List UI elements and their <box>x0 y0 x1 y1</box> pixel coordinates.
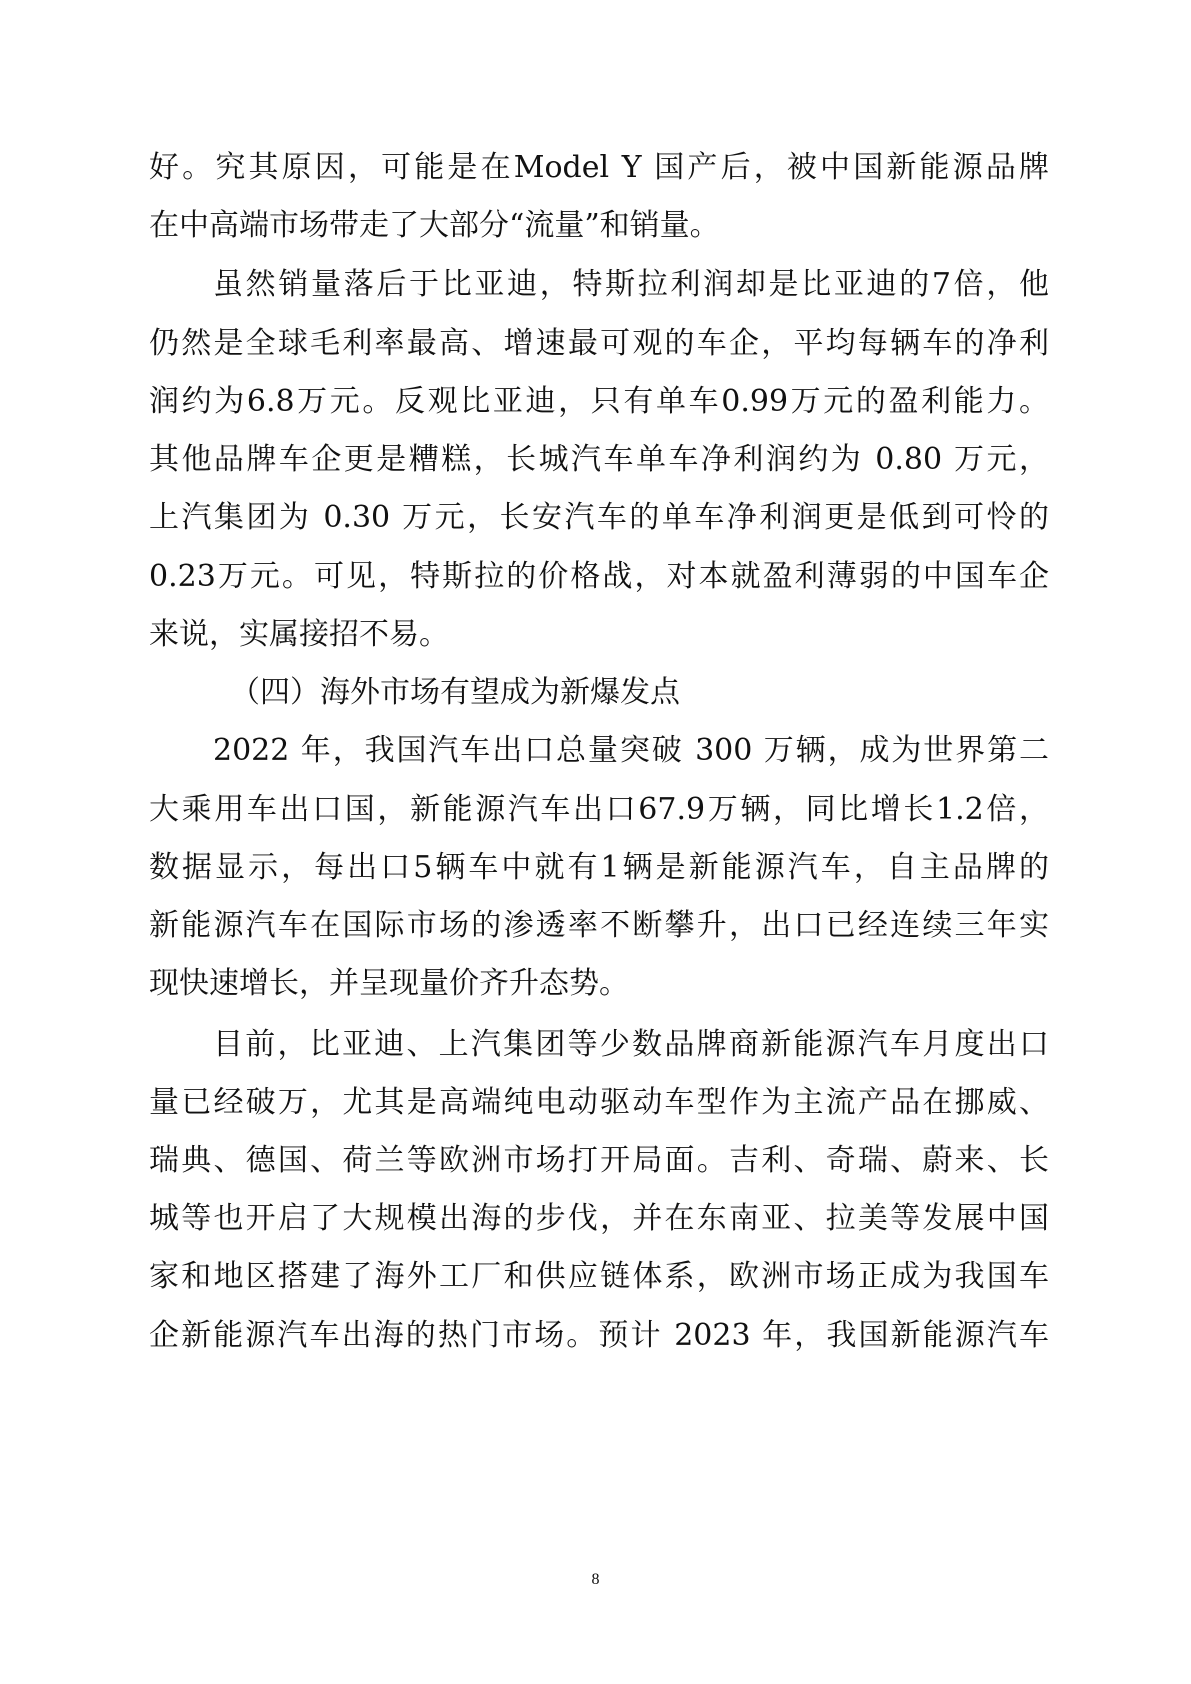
body-text-line: 数据显示，每出口5辆车中就有1辆是新能源汽车，自主品牌的 <box>149 850 1049 885</box>
body-text-line: 家和地区搭建了海外工厂和供应链体系，欧洲市场正成为我国车 <box>149 1259 1049 1294</box>
body-text-line: 0.23万元。可见，特斯拉的价格战，对本就盈利薄弱的中国车企 <box>149 559 1049 594</box>
body-text-line: 城等也开启了大规模出海的步伐，并在东南亚、拉美等发展中国 <box>149 1201 1049 1236</box>
body-text-line: 好。究其原因，可能是在Model Y 国产后，被中国新能源品牌 <box>149 150 1049 185</box>
body-text-line: 仍然是全球毛利率最高、增速最可观的车企，平均每辆车的净利 <box>149 326 1049 361</box>
section-heading: （四）海外市场有望成为新爆发点 <box>230 675 680 710</box>
body-text-line: 虽然销量落后于比亚迪，特斯拉利润却是比亚迪的7倍，他 <box>213 267 1049 302</box>
body-text-line: 企新能源汽车出海的热门市场。预计 2023 年，我国新能源汽车 <box>149 1318 1049 1353</box>
body-text-line: 量已经破万，尤其是高端纯电动驱动车型作为主流产品在挪威、 <box>149 1085 1049 1120</box>
page-number: 8 <box>591 1571 600 1588</box>
body-text-line: 在中高端市场带走了大部分“流量”和销量。 <box>149 208 720 243</box>
body-text-line: 其他品牌车企更是糟糕，长城汽车单车净利润约为 0.80 万元， <box>149 442 1049 477</box>
body-text-line: 2022 年，我国汽车出口总量突破 300 万辆，成为世界第二 <box>213 733 1049 768</box>
body-text-line: 大乘用车出口国，新能源汽车出口67.9万辆，同比增长1.2倍， <box>149 792 1049 827</box>
body-text-line: 来说，实属接招不易。 <box>149 617 449 652</box>
body-text-line: 新能源汽车在国际市场的渗透率不断攀升，出口已经连续三年实 <box>149 908 1049 943</box>
body-text-line: 瑞典、德国、荷兰等欧洲市场打开局面。吉利、奇瑞、蔚来、长 <box>149 1143 1049 1178</box>
body-text-line: 上汽集团为 0.30 万元，长安汽车的单车净利润更是低到可怜的 <box>149 500 1049 535</box>
body-text-line: 润约为6.8万元。反观比亚迪，只有单车0.99万元的盈利能力。 <box>149 384 1049 419</box>
body-text-line: 目前，比亚迪、上汽集团等少数品牌商新能源汽车月度出口 <box>213 1027 1049 1062</box>
body-text-line: 现快速增长，并呈现量价齐升态势。 <box>149 966 629 1001</box>
